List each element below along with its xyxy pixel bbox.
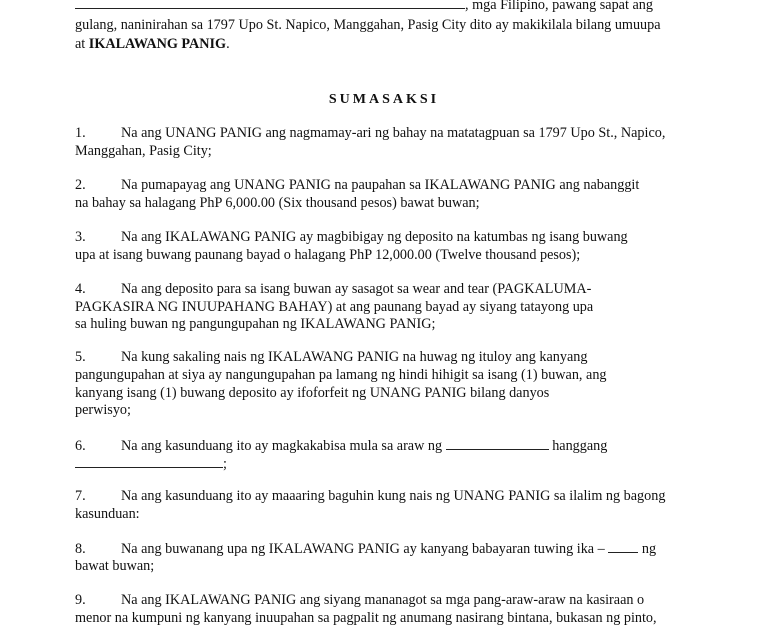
clause-5-line-4: perwisyo;: [75, 402, 131, 418]
clause-text: Na kung sakaling nais ng IKALAWANG PANIG na huwag ng ituloy ang kanyang: [121, 349, 588, 365]
section-heading: SUMASAKSI: [328, 92, 440, 107]
clause-number: 1.: [75, 125, 86, 141]
intro-line-2: gulang, naninirahan sa 1797 Upo St. Napico, Manggahan, Pasig City dito ay makikilala bilang umuupa: [75, 17, 661, 33]
clause-9-line-1: [75, 592, 644, 609]
clause-text-hanggang: hanggang: [552, 438, 608, 454]
intro-line-1-text: , mga Filipino, pawang sapat ang: [465, 0, 653, 13]
clause-4-line-3: sa huling buwan ng pangungupahan ng IKALAWANG PANIG;: [75, 316, 436, 332]
clause-4-line-2: PAGKASIRA NG INUUPAHANG BAHAY) at ang paunang bayad ay siyang tatayong upa: [75, 299, 594, 315]
name-blank: [75, 0, 465, 9]
clause-number: 9.: [75, 592, 86, 608]
intro-party-name: IKALAWANG PANIG: [88, 36, 227, 52]
clause-text: Na ang kasunduang ito ay maaaring baguhin kung nais ng UNANG PANIG sa ilalim ng bagong: [121, 488, 666, 504]
start-date-blank: [446, 437, 549, 450]
clause-number: 2.: [75, 177, 86, 193]
clause-text: Na ang IKALAWANG PANIG ay magbibigay ng deposito na katumbas ng isang buwang: [121, 229, 628, 245]
clause-5-line-3: kanyang isang (1) buwang deposito ay ifoforfeit ng UNANG PANIG bilang danyos: [75, 385, 550, 401]
clause-number: 3.: [75, 229, 86, 245]
intro-line-3-prefix: at: [75, 36, 89, 52]
intro-line-3: [75, 36, 230, 53]
clause-4-line-1: [75, 281, 591, 298]
intro-line-3-suffix: .: [226, 36, 230, 52]
clause-1-line-1: [75, 125, 665, 142]
clause-9-line-2: menor na kumpuni ng kanyang inuupahan sa pagpalit ng anumang nasirang bintana, bukasan ng pinto,: [75, 610, 657, 626]
clause-3-line-2: upa at isang buwang paunang bayad o halagang PhP 12,000.00 (Twelve thousand pesos);: [75, 247, 581, 263]
clause-text: Na ang deposito para sa isang buwan ay sasagot sa wear and tear (PAGKALUMA-: [121, 281, 592, 297]
clause-5-line-1: [75, 349, 587, 366]
clause-6-line-1: [75, 437, 607, 455]
clause-3-line-1: [75, 229, 628, 246]
day-blank: [608, 540, 638, 553]
clause-number: 5.: [75, 349, 86, 365]
clause-8-line-2: bawat buwan;: [75, 558, 155, 574]
clause-5-line-2: pangungupahan at siya ay nangungupahan pa lamang ng hindi hihigit sa isang (1) buwan, ang: [75, 367, 607, 383]
clause-text: Na ang buwanang upa ng IKALAWANG PANIG ay kanyang babayaran tuwing ika –: [121, 541, 605, 557]
clause-7-line-2: kasunduan:: [75, 506, 140, 522]
clause-text: Na ang IKALAWANG PANIG ang siyang mananagot sa mga pang-araw-araw na kasiraan o: [121, 592, 645, 608]
clause-text: Na ang kasunduang ito ay magkakabisa mula sa araw ng: [121, 438, 443, 454]
clause-text: Na ang UNANG PANIG ang nagmamay-ari ng bahay na matatagpuan sa 1797 Upo St., Napico,: [121, 125, 666, 141]
clause-6-line-2: [75, 455, 227, 473]
intro-line-1: [75, 0, 653, 14]
clause-text-ng: ng: [641, 541, 657, 557]
clause-2-line-2: na bahay sa halagang PhP 6,000.00 (Six thousand pesos) bawat buwan;: [75, 195, 480, 211]
clause-7-line-1: [75, 488, 665, 505]
clause-number: 8.: [75, 541, 86, 557]
clause-1-line-2: Manggahan, Pasig City;: [75, 143, 212, 159]
clause-text: Na pumapayag ang UNANG PANIG na paupahan sa IKALAWANG PANIG ang nabanggit: [121, 177, 640, 193]
clause-number: 4.: [75, 281, 86, 297]
clause-number: 6.: [75, 438, 86, 454]
clause-8-line-1: [75, 540, 656, 558]
end-date-blank: [75, 455, 223, 468]
clause-text-end: ;: [223, 456, 227, 472]
clause-2-line-1: [75, 177, 639, 194]
clause-number: 7.: [75, 488, 86, 504]
